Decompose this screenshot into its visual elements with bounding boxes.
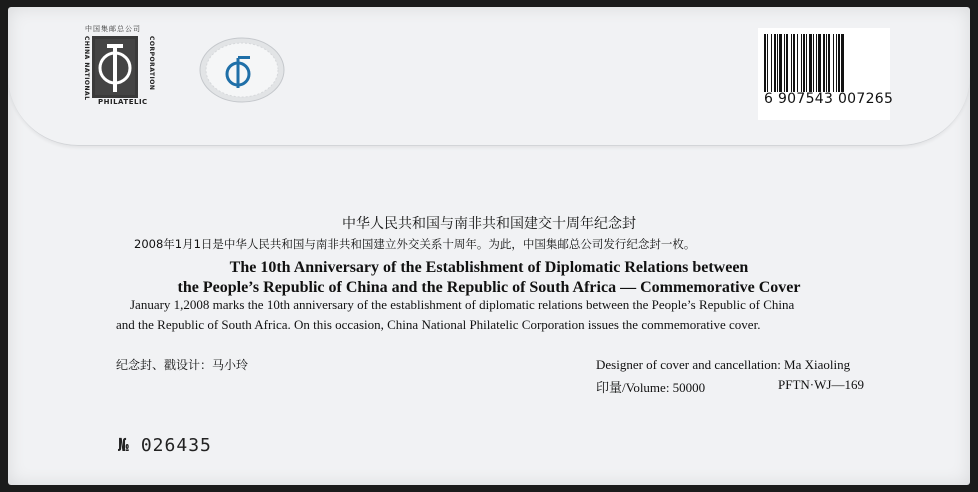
chinese-description: 2008年1月1日是中华人民共和国与南非共和国建立外交关系十周年。为此，中国集邮总公司发行纪念封一枚。 [134,237,696,251]
english-body-line2: and the Republic of South Africa. On this occasion, China National Philatelic Corporation issues the commemorative cover. [116,317,761,332]
english-title-line1: The 10th Anniversary of the Establishment of Diplomatic Relations between [229,259,749,276]
logo-cn-name: 中国集邮总公司 [85,25,141,33]
philatelic-logo-icon [85,34,145,104]
serial-value: 026435 [140,434,212,456]
logo-bottom-text: PHILATELIC [98,98,148,106]
cover-code: PFTN·WJ—169 [778,377,864,392]
serial-label: № [118,434,129,456]
logo-left-text: CHINA NATIONAL [83,36,90,101]
serial-number-block [118,432,212,458]
print-volume: 印量/Volume: 50000 [596,380,706,395]
logo-right-text: CORPORATION [148,36,155,91]
commemorative-seal-icon [198,36,286,104]
english-title-line2: the People’s Republic of China and the Republic of South Africa — Commemorative Cover [177,279,801,296]
chinese-title: 中华人民共和国与南非共和国建交十周年纪念封 [342,216,636,232]
english-body-line1: January 1,2008 marks the 10th anniversary of the establishment of diplomatic relations between the People’s Republic of China [130,297,795,312]
designer-english: Designer of cover and cancellation: Ma Xiaoling [596,357,851,372]
barcode-number: 6 907543 007265 [764,91,894,107]
designer-chinese: 纪念封、戳设计：马小玲 [116,358,249,372]
